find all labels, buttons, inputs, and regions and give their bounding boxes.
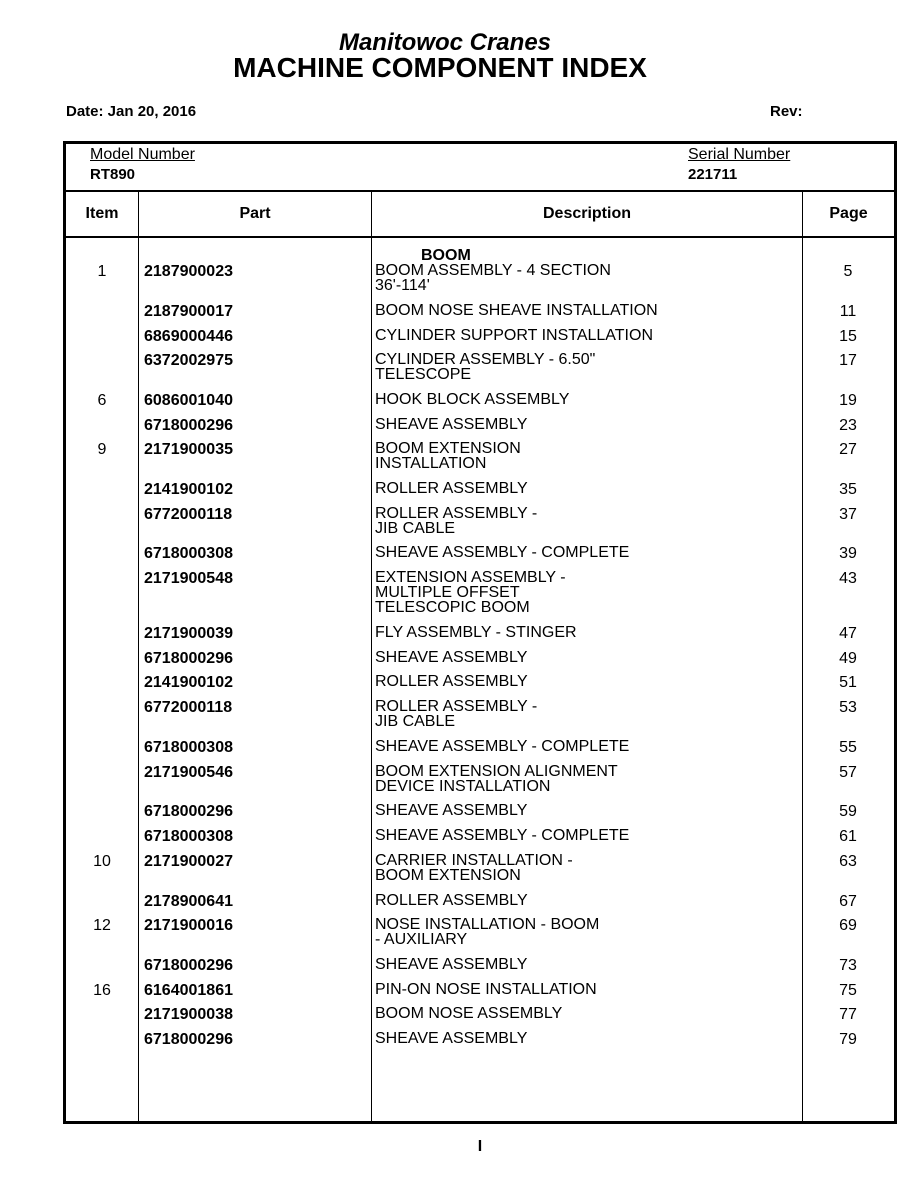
item-number: 9 xyxy=(97,441,107,458)
page-reference: 79 xyxy=(839,1031,857,1048)
part-description: ROLLER ASSEMBLY xyxy=(375,892,528,909)
page-reference: 53 xyxy=(839,699,857,716)
page-reference: 5 xyxy=(843,263,853,280)
part-description: BOOM EXTENSION ALIGNMENT DEVICE INSTALLATION xyxy=(375,763,618,795)
page-reference: 77 xyxy=(839,1006,857,1023)
part-description: ROLLER ASSEMBLY - JIB CABLE xyxy=(375,505,538,537)
document-title: MACHINE COMPONENT INDEX xyxy=(233,52,647,83)
part-number: 6718000308 xyxy=(144,828,233,845)
part-number: 2171900027 xyxy=(144,853,233,870)
page-reference: 39 xyxy=(839,545,857,562)
model-serial-header xyxy=(66,144,894,192)
part-number: 6718000308 xyxy=(144,739,233,756)
serial-number-value: 221711 xyxy=(688,166,738,183)
page-reference: 27 xyxy=(839,441,857,458)
part-description: SHEAVE ASSEMBLY xyxy=(375,802,528,819)
section-heading: BOOM xyxy=(421,247,471,264)
page-reference: 35 xyxy=(839,481,857,498)
part-description: CYLINDER ASSEMBLY - 6.50" TELESCOPE xyxy=(375,351,596,383)
item-number: 10 xyxy=(93,853,111,870)
item-number: 16 xyxy=(93,982,111,999)
date-label: Date: Jan 20, 2016 xyxy=(66,103,197,120)
part-description: BOOM EXTENSION INSTALLATION xyxy=(375,440,521,472)
part-number: 6718000296 xyxy=(144,957,233,974)
part-description: BOOM NOSE SHEAVE INSTALLATION xyxy=(375,302,658,319)
page-reference: 61 xyxy=(839,828,857,845)
part-number: 2141900102 xyxy=(144,674,233,691)
part-number: 6164001861 xyxy=(144,982,233,999)
part-number: 6718000296 xyxy=(144,650,233,667)
part-description: NOSE INSTALLATION - BOOM - AUXILIARY xyxy=(375,916,600,948)
part-number: 2171900016 xyxy=(144,917,233,934)
item-number: 1 xyxy=(97,263,107,280)
part-number: 6869000446 xyxy=(144,328,233,345)
page-reference: 19 xyxy=(839,392,857,409)
part-number: 6772000118 xyxy=(144,699,233,716)
part-description: CARRIER INSTALLATION - BOOM EXTENSION xyxy=(375,852,573,884)
page-reference: 67 xyxy=(839,893,857,910)
part-description: FLY ASSEMBLY - STINGER xyxy=(375,624,577,641)
column-header-page: Page xyxy=(829,205,868,222)
company-name: Manitowoc Cranes xyxy=(338,29,552,56)
part-description: EXTENSION ASSEMBLY - MULTIPLE OFFSET TELESCOPIC BOOM xyxy=(375,569,566,616)
part-description: SHEAVE ASSEMBLY xyxy=(375,416,528,433)
page-number: I xyxy=(477,1138,483,1155)
part-description: SHEAVE ASSEMBLY - COMPLETE xyxy=(375,738,630,755)
part-number: 2171900548 xyxy=(144,570,233,587)
page-reference: 55 xyxy=(839,739,857,756)
page-reference: 73 xyxy=(839,957,857,974)
model-number-label: Model Number xyxy=(90,146,195,163)
page-reference: 23 xyxy=(839,417,857,434)
page-reference: 51 xyxy=(839,674,857,691)
part-number: 2178900641 xyxy=(144,893,233,910)
part-number: 2141900102 xyxy=(144,481,233,498)
page-reference: 15 xyxy=(839,328,857,345)
part-number: 2171900038 xyxy=(144,1006,233,1023)
column-header-description: Description xyxy=(542,205,631,222)
index-table xyxy=(63,141,897,1124)
part-number: 6086001040 xyxy=(144,392,233,409)
part-description: ROLLER ASSEMBLY xyxy=(375,480,528,497)
part-description: SHEAVE ASSEMBLY xyxy=(375,956,528,973)
page-reference: 47 xyxy=(839,625,857,642)
part-number: 6372002975 xyxy=(144,352,233,369)
part-description: SHEAVE ASSEMBLY - COMPLETE xyxy=(375,827,630,844)
part-number: 2171900035 xyxy=(144,441,233,458)
part-description: BOOM ASSEMBLY - 4 SECTION 36'-114' xyxy=(375,262,611,294)
column-header-item: Item xyxy=(85,205,119,222)
page-reference: 37 xyxy=(839,506,857,523)
page-reference: 49 xyxy=(839,650,857,667)
column-divider xyxy=(371,192,372,1121)
page-reference: 69 xyxy=(839,917,857,934)
column-header-row xyxy=(66,192,894,238)
page-reference: 43 xyxy=(839,570,857,587)
serial-number-label: Serial Number xyxy=(688,146,791,163)
part-description: SHEAVE ASSEMBLY xyxy=(375,1030,528,1047)
column-header-part: Part xyxy=(239,205,271,222)
part-number: 2171900546 xyxy=(144,764,233,781)
item-number: 12 xyxy=(93,917,111,934)
page-reference: 57 xyxy=(839,764,857,781)
part-number: 2187900017 xyxy=(144,303,233,320)
part-description: ROLLER ASSEMBLY xyxy=(375,673,528,690)
page-reference: 63 xyxy=(839,853,857,870)
page-reference: 59 xyxy=(839,803,857,820)
part-description: HOOK BLOCK ASSEMBLY xyxy=(375,391,570,408)
page-reference: 75 xyxy=(839,982,857,999)
column-divider xyxy=(138,192,139,1121)
part-number: 2187900023 xyxy=(144,263,233,280)
part-description: ROLLER ASSEMBLY - JIB CABLE xyxy=(375,698,538,730)
part-number: 6772000118 xyxy=(144,506,233,523)
part-number: 6718000296 xyxy=(144,803,233,820)
page-reference: 11 xyxy=(839,303,857,320)
part-description: BOOM NOSE ASSEMBLY xyxy=(375,1005,563,1022)
part-number: 6718000296 xyxy=(144,1031,233,1048)
part-description: SHEAVE ASSEMBLY - COMPLETE xyxy=(375,544,630,561)
page-reference: 17 xyxy=(839,352,857,369)
item-number: 6 xyxy=(97,392,107,409)
revision-label: Rev: xyxy=(770,103,803,120)
part-description: PIN-ON NOSE INSTALLATION xyxy=(375,981,597,998)
part-description: SHEAVE ASSEMBLY xyxy=(375,649,528,666)
part-description: CYLINDER SUPPORT INSTALLATION xyxy=(375,327,653,344)
part-number: 6718000296 xyxy=(144,417,233,434)
part-number: 2171900039 xyxy=(144,625,233,642)
part-number: 6718000308 xyxy=(144,545,233,562)
model-number-value: RT890 xyxy=(90,166,136,183)
